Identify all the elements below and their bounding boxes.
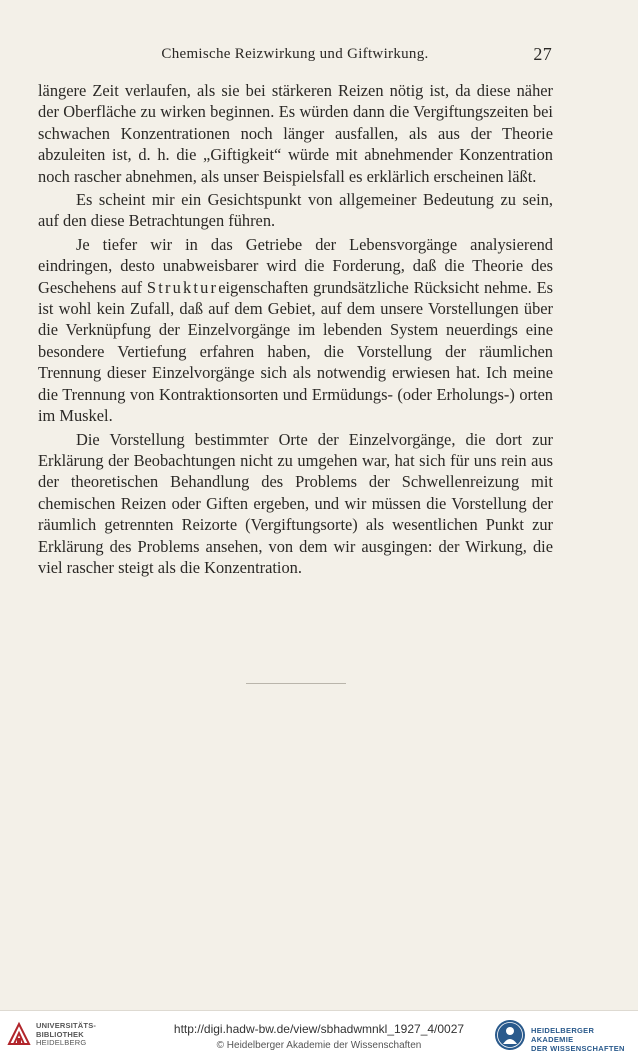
ub-line-1: UNIVERSITÄTS- xyxy=(36,1021,97,1030)
paragraph-text: Es scheint mir ein Gesichtspunkt von allgemeiner Bedeutung zu sein, auf den diese Betrachtungen führen. xyxy=(38,190,553,231)
academy-seal-icon xyxy=(494,1019,526,1051)
academy-line-1: HEIDELBERGER AKADEMIE xyxy=(531,1026,595,1044)
spaced-emphasis: Struktur xyxy=(146,277,219,297)
academy-line-2: DER WISSENSCHAFTEN xyxy=(531,1044,625,1053)
running-title: Chemische Reizwirkung und Giftwirkung. xyxy=(161,46,429,62)
body-text xyxy=(38,80,553,578)
paragraph xyxy=(38,429,553,579)
paragraph xyxy=(38,189,553,232)
ub-line-3: HEIDELBERG xyxy=(36,1038,87,1047)
paragraph-text: Die Vorstellung bestimmter Orte der Einzelvorgänge, die dort zur Erklärung der Beobachtungen nicht zu umgehen war, hat sich für uns rein aus der theoretischen Behandlung des Problems der Schwellenreizung mit chemischen Reizen oder Giften ergeben, und wir müssen die Vorstellung der räumlich getrennten Reizorte (Vergiftungsorte) als wesentlichen Punkt zur Erklärung des Problems ansehen, von dem wir ausgingen: der Wirkung, die viel rascher steigt als die Konzentration. xyxy=(38,429,553,577)
ub-line-2: BIBLIOTHEK xyxy=(36,1029,84,1039)
permalink[interactable]: http://digi.hadw-bw.de/view/sbhadwmnkl_1927_4/0027 xyxy=(173,1022,465,1036)
paragraph xyxy=(38,234,553,427)
paragraph-text: längere Zeit verlaufen, als sie bei stärkeren Reizen nötig ist, da diese näher der Oberfläche zu wirken beginnen. Es würden dann die Vergiftungszeiten bei schwachen Konzentrationen noch länger ausfallen, als aus der Theorie abzuleiten ist, d. h. die „Giftigkeit“ würde mit abnehmender Konzentration noch rascher abnehmen, als unser Beispielsfall es erklärlich erscheinen läßt. xyxy=(38,81,553,186)
academy-label xyxy=(531,1026,638,1053)
paragraph xyxy=(38,80,553,187)
paragraph-text: Je tiefer wir in das Getriebe der Lebensvorgänge analysierend eindringen, desto unabweisbarer wird die Forderung, daß die Theorie des Geschehens auf xyxy=(38,234,553,297)
paragraph-text: eigenschaften grundsätzliche Rücksicht nehme. Es ist wohl kein Zufall, daß auf dem Gebiet, auf dem unsere Vorstellungen über die Verknüpfung der Einzelvorgänge im lebenden System neuerdings eine besondere Vertiefung erfahren haben, die Vorstellung der räumlichen Trennung dieser Einzelvorgänge sich als notwendig erwiesen hat. Ich meine die Trennung von Kontraktionsorten und Ermüdungs- (oder Erholungs-) orten im Muskel. xyxy=(38,277,553,426)
page-number: 27 xyxy=(533,44,552,64)
copyright-notice: © Heidelberger Akademie der Wissenschaften xyxy=(216,1040,422,1051)
footer-bar xyxy=(0,1010,638,1058)
section-rule xyxy=(246,683,346,684)
